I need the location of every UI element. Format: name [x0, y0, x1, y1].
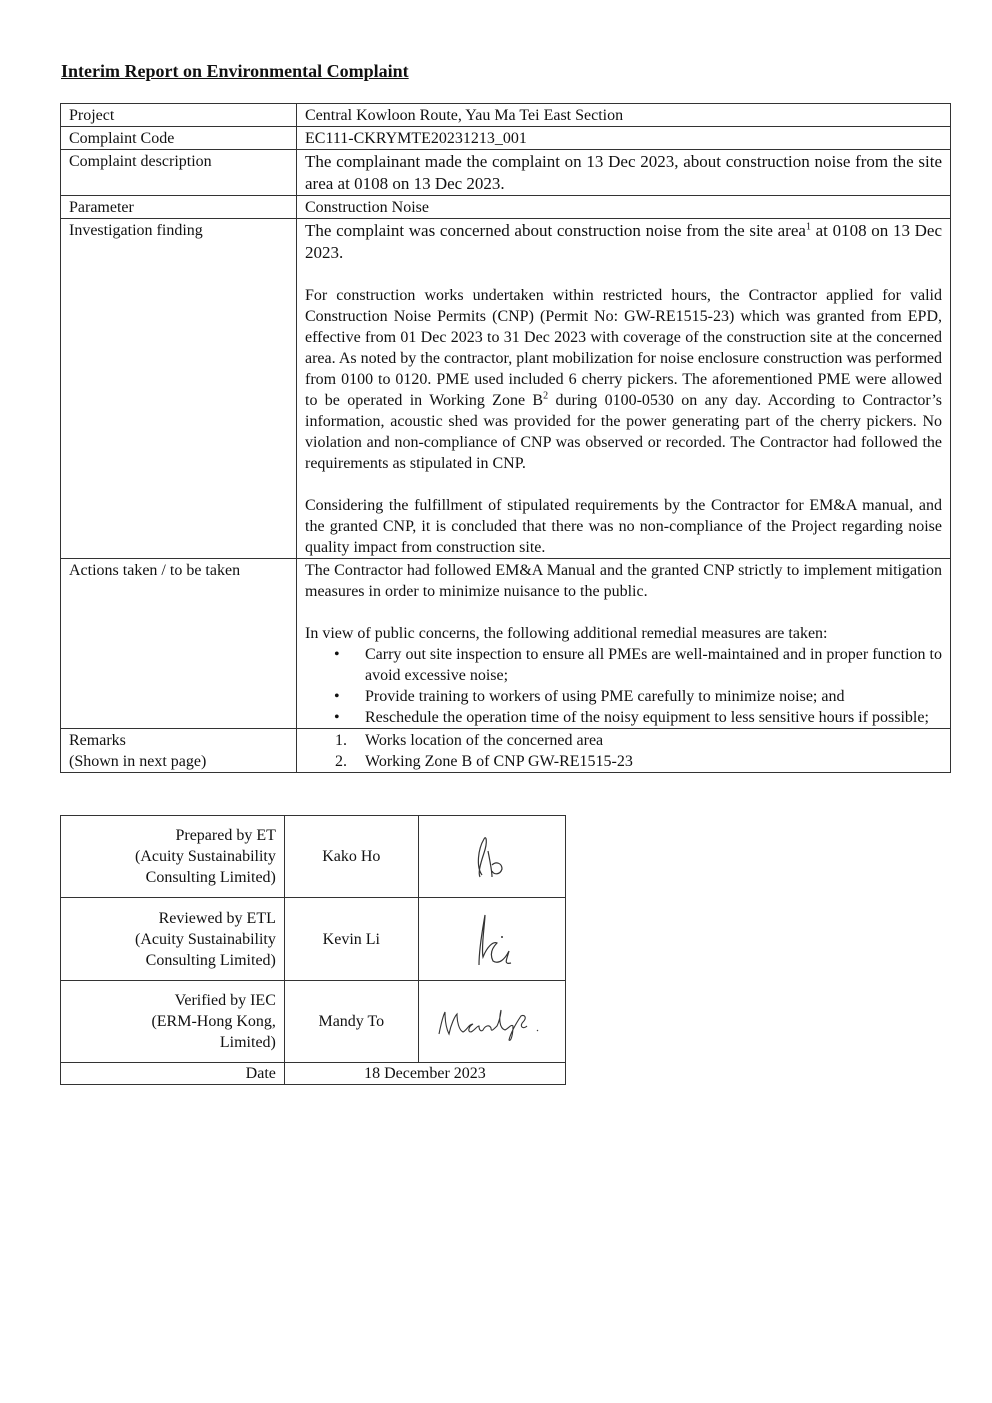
finding-p1-text-b: at 0108 on 13 Dec 2023.: [305, 221, 942, 262]
remarks-label: [61, 729, 297, 773]
signoff-row-reviewed: [61, 898, 566, 981]
signoff-table: [60, 815, 566, 1085]
remarks-cell: [297, 729, 951, 773]
report-title: Interim Report on Environmental Complaint: [61, 61, 409, 81]
list-item: [334, 707, 942, 728]
row-investigation-finding: [61, 219, 951, 559]
complaint-details-table: [60, 103, 951, 773]
list-item: [335, 730, 942, 751]
list-item-text: Provide training to workers of using PME carefully to minimize noise; and: [365, 688, 845, 705]
complaint-code-value: EC111-CKRYMTE20231213_001: [297, 127, 951, 150]
list-item: [334, 644, 942, 686]
prepared-role: [61, 816, 285, 898]
signoff-row-prepared: [61, 816, 566, 898]
bullet-icon: •: [334, 646, 340, 663]
parameter-label: Parameter: [61, 196, 297, 219]
bullet-icon: •: [334, 688, 340, 705]
row-complaint-description: [61, 150, 951, 196]
row-remarks: [61, 729, 951, 773]
actions-paragraph-1: The Contractor had followed EM&A Manual and the granted CNP strictly to implement mitigation measures in order to minimize nuisance to the public.: [305, 562, 942, 600]
list-item-number: 2.: [335, 753, 347, 770]
role-line: Verified by IEC: [174, 992, 276, 1009]
role-line: (ERM-Hong Kong,: [151, 1013, 276, 1030]
role-line: Prepared by ET: [175, 827, 276, 844]
bullet-icon: •: [334, 709, 340, 726]
actions-paragraph-2: In view of public concerns, the following additional remedial measures are taken:: [305, 625, 828, 642]
signoff-row-verified: [61, 981, 566, 1063]
prepared-signature: [418, 816, 565, 898]
footnote-ref-1: 1: [805, 221, 811, 233]
role-line: Limited): [219, 1034, 276, 1051]
finding-paragraph-3: Considering the fulfillment of stipulated requirements by the Contractor for EM&A manual, and the granted CNP, it is concluded that there was no non-compliance of the Project regarding noise quality impact from construction site.: [305, 497, 942, 556]
complaint-description-label: Complaint description: [61, 150, 297, 196]
finding-p2-text-a: For construction works undertaken within restricted hours, the Contractor applied for valid Construction Noise Permits (CNP) (Permit No: GW-RE1515-23) which was granted from EPD, effective from 01 Dec 2023 to 31 Dec 2023 with coverage of the construction site at the concerned area. As noted by the contractor, plant mobilization for noise enclosure construction was performed from 0100 to 0120. PME used included 6 cherry pickers. The aforementioned PME were allowed to be operated in Working Zone B: [305, 287, 942, 409]
list-item-text: Reschedule the operation time of the noisy equipment to less sensitive hours if possible;: [365, 709, 929, 726]
signoff-row-date: [61, 1063, 566, 1085]
remedial-measures-list: [305, 644, 942, 728]
project-value: Central Kowloon Route, Yau Ma Tei East Section: [297, 104, 951, 127]
role-line: Consulting Limited): [145, 951, 276, 969]
finding-paragraph-2: [305, 285, 942, 474]
complaint-description-value: The complainant made the complaint on 13 Dec 2023, about construction noise from the site area at 0108 on 13 Dec 2023.: [305, 152, 942, 193]
reviewed-name: Kevin Li: [284, 898, 418, 981]
verified-signature: [418, 981, 565, 1063]
finding-p1-text-a: The complaint was concerned about construction noise from the site area: [305, 221, 806, 240]
role-line: Reviewed by ETL: [158, 909, 276, 927]
list-item-number: 1.: [335, 732, 347, 749]
list-item: [334, 686, 942, 707]
list-item-text: Works location of the concerned area: [365, 732, 604, 749]
signature-icon: [427, 1000, 557, 1044]
signature-icon: [462, 827, 522, 887]
verified-role: [61, 981, 285, 1063]
date-label: Date: [61, 1063, 285, 1085]
list-item: [335, 751, 942, 772]
prepared-name: Kako Ho: [284, 816, 418, 898]
remarks-list: [305, 730, 942, 772]
remarks-label-line-2: (Shown in next page): [69, 753, 207, 770]
role-line: Consulting Limited): [145, 869, 276, 886]
actions-label: Actions taken / to be taken: [61, 559, 297, 729]
row-project: [61, 104, 951, 127]
row-actions: [61, 559, 951, 729]
complaint-code-label: Complaint Code: [61, 127, 297, 150]
complaint-description-cell: [297, 150, 951, 196]
row-complaint-code: [61, 127, 951, 150]
parameter-value: Construction Noise: [297, 196, 951, 219]
investigation-finding-cell: [297, 219, 951, 559]
finding-p2-text-b: during 0100-0530 on any day. According to Contractor’s information, acoustic shed was provided for the power generating part of the cherry pickers. No violation and non-compliance of CNP was observed or recorded. The Contractor had followed the requirements as stipulated in CNP.: [305, 392, 942, 472]
project-label: Project: [61, 104, 297, 127]
date-value: 18 December 2023: [284, 1063, 565, 1085]
row-parameter: [61, 196, 951, 219]
actions-cell: [297, 559, 951, 729]
role-line: (Acuity Sustainability: [135, 848, 276, 865]
list-item-text: Working Zone B of CNP GW-RE1515-23: [365, 753, 633, 770]
remarks-label-line-1: Remarks: [69, 732, 126, 749]
investigation-finding-label: Investigation finding: [61, 219, 297, 559]
list-item-text: Carry out site inspection to ensure all PMEs are well-maintained and in proper function to avoid excessive noise;: [365, 646, 942, 684]
reviewed-role: [61, 898, 285, 981]
finding-paragraph-1: [305, 220, 942, 264]
signature-icon: [457, 907, 527, 971]
role-line: (Acuity Sustainability: [135, 930, 276, 948]
footnote-ref-2: 2: [543, 390, 549, 402]
verified-name: Mandy To: [284, 981, 418, 1063]
reviewed-signature: [418, 898, 565, 981]
